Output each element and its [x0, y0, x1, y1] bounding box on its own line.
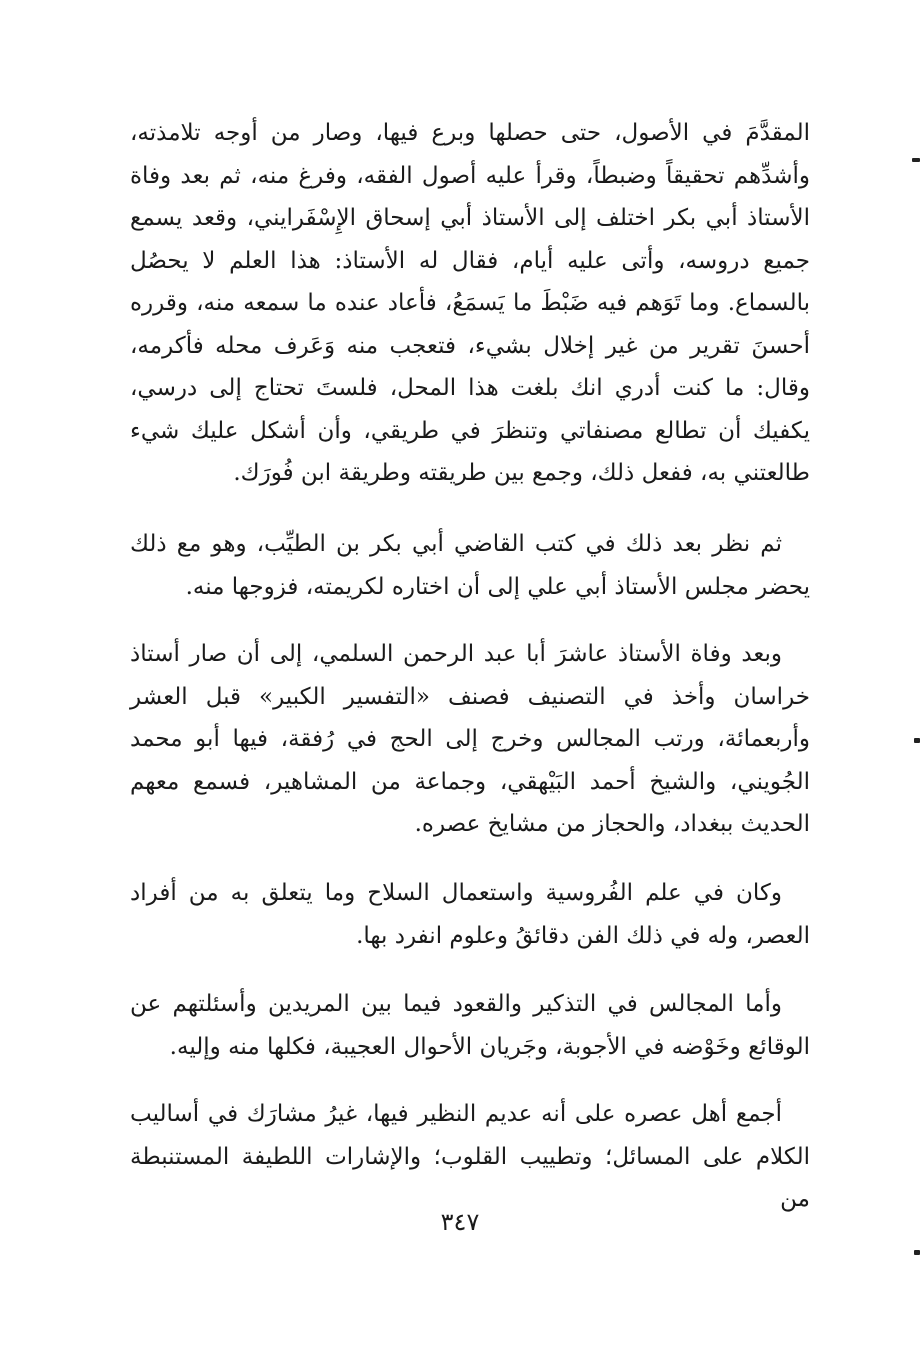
paragraph-4 [130, 872, 810, 957]
paragraph-text: وكان في علم الفُروسية واستعمال السلاح وما يتعلق به من أفراد العصر، وله في ذلك الفن دقائقُ وعلوم انفرد بها. [130, 880, 810, 949]
paragraph-text: أجمع أهل عصره على أنه عديم النظير فيها، غيرُ مشارَك في أساليب الكلام على المسائل؛ وتطييب القلوب؛ والإشارات اللطيفة المستنبطة من [130, 1101, 810, 1212]
edge-mark [912, 158, 920, 162]
page-number: ٣٤٧ [440, 1208, 480, 1236]
paragraph-text: المقدَّمَ في الأصول، حتى حصلها وبرع فيها، وصار من أوجه تلامذته، وأشدِّهم تحقيقاً وضبطاً، وقرأ عليه أصول الفقه، وفرغ منه، ثم بعد وفاة الأستاذ أبي بكر اختلف إلى الأستاذ أبي إسحاق الإِسْفَرايني، وقعد يسمع جميع دروسه، وأتى عليه أيام، فقال له الأستاذ: هذا العلم لا يحصُل بالسماع. وما تَوَهم فيه ضَبْطَ ما يَسمَعُ، فأعاد عنده ما سمعه منه، وقرره أحسنَ تقرير من غير إخلال بشيء، فتعجب منه وَعَرف محله فأكرمه، وقال: ما كنت أدري انك بلغت هذا المحل، فلستَ تحتاج إلى درسي، يكفيك أن تطالع مصنفاتي وتنظرَ في طريقي، وأن أشكل عليك شيء طالعتني به، ففعل ذلك، وجمع بين طريقته وطريقة ابن فُورَك. [130, 120, 810, 486]
paragraph-3 [130, 633, 810, 846]
paragraph-1 [130, 112, 810, 495]
paragraph-5 [130, 983, 810, 1068]
paragraph-text: وأما المجالس في التذكير والقعود فيما بين المريدين وأسئلتهم عن الوقائع وخَوْضه في الأجوبة، وجَريان الأحوال العجيبة، فكلها منه وإليه. [130, 991, 810, 1060]
edge-mark [914, 738, 920, 743]
edge-mark [914, 1250, 920, 1255]
paragraph-2 [130, 523, 810, 608]
paragraph-6 [130, 1093, 810, 1221]
paragraph-text: وبعد وفاة الأستاذ عاشرَ أبا عبد الرحمن السلمي، إلى أن صار أستاذ خراسان وأخذ في التصنيف فصنف «التفسير الكبير» قبل العشر وأربعمائة، ورتب المجالس وخرج إلى الحج في رُفقة، فيها أبو محمد الجُويني، والشيخ أحمد البَيْهقي، وجماعة من المشاهير، فسمع معهم الحديث ببغداد، والحجاز من مشايخ عصره. [130, 641, 810, 837]
paragraph-text: ثم نظر بعد ذلك في كتب القاضي أبي بكر بن الطيِّب، وهو مع ذلك يحضر مجلس الأستاذ أبي علي إلى أن اختاره لكريمته، فزوجها منه. [130, 531, 810, 600]
